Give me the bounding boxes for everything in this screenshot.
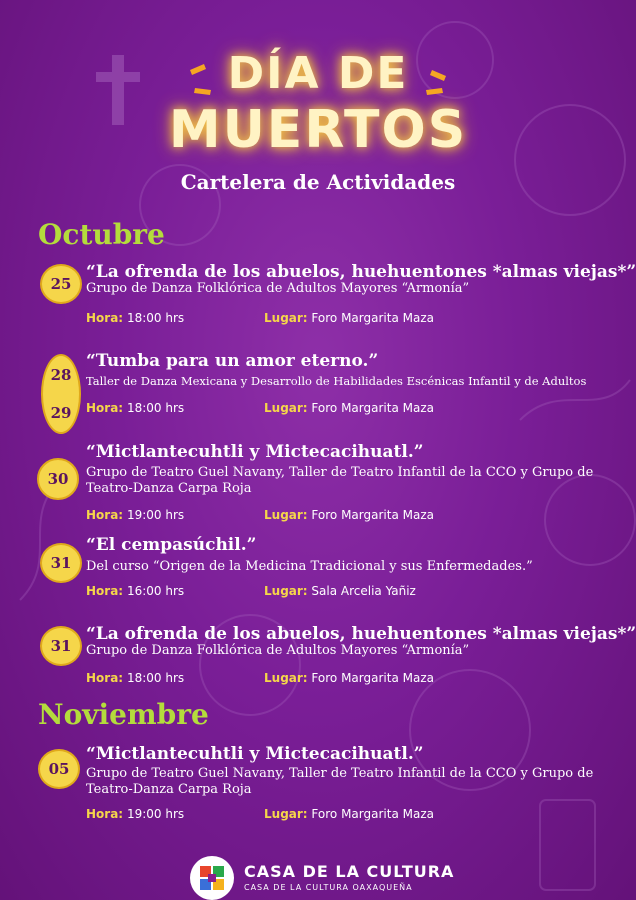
date-end: 29 (50, 404, 72, 422)
location-label: Lugar: (264, 311, 308, 325)
title-line-2: MUERTOS (168, 100, 468, 160)
time-value: 16:00 hrs (126, 584, 185, 598)
event-time (86, 584, 184, 598)
date-badge: 30 (37, 458, 79, 500)
event-location (264, 508, 434, 522)
time-value: 18:00 hrs (126, 671, 185, 685)
event-time (86, 807, 184, 821)
footer-brand (244, 862, 454, 892)
location-value: Foro Margarita Maza (311, 671, 434, 685)
event-title: “El cempasúchil.” (86, 535, 257, 555)
date-badge: 25 (40, 264, 82, 304)
event-description: Grupo de Teatro Guel Navany, Taller de Teatro Infantil de la CCO y Grupo de Teatro-Danza Carpa Roja (86, 766, 594, 797)
candle-outline-icon (540, 800, 595, 890)
location-value: Foro Margarita Maza (311, 807, 434, 821)
event-title: “Mictlantecuhtli y Mictecacihuatl.” (86, 744, 424, 764)
location-value: Foro Margarita Maza (311, 311, 434, 325)
event-time (86, 508, 184, 522)
location-value: Sala Arcelia Yañiz (311, 584, 416, 598)
event-description: Grupo de Danza Folklórica de Adultos Mayores “Armonía” (86, 281, 470, 296)
event-time (86, 401, 184, 415)
event-description: Grupo de Danza Folklórica de Adultos Mayores “Armonía” (86, 643, 470, 658)
event-title: “La ofrenda de los abuelos, huehuentones *almas viejas*” (86, 624, 636, 644)
casa-de-la-cultura-logo-icon (190, 856, 234, 900)
footer-subtitle: CASA DE LA CULTURA OAXAQUEÑA (244, 883, 413, 892)
location-label: Lugar: (264, 584, 308, 598)
date-badge: 31 (40, 543, 82, 583)
month-heading-october: Octubre (38, 218, 165, 251)
event-description: Del curso “Origen de la Medicina Tradicional y sus Enfermedades.” (86, 559, 533, 574)
location-label: Lugar: (264, 807, 308, 821)
event-title: “Tumba para un amor eterno.” (86, 351, 379, 371)
event-description: Taller de Danza Mexicana y Desarrollo de Habilidades Escénicas Infantil y de Adultos (86, 374, 587, 388)
time-label: Hora: (86, 508, 124, 522)
month-heading-november: Noviembre (38, 698, 209, 731)
date-badge-range (41, 354, 81, 434)
time-label: Hora: (86, 311, 124, 325)
event-title: “La ofrenda de los abuelos, huehuentones *almas viejas*” (86, 262, 636, 282)
event-location (264, 401, 434, 415)
time-label: Hora: (86, 807, 124, 821)
footer-name: CASA DE LA CULTURA (244, 862, 455, 881)
location-label: Lugar: (264, 671, 308, 685)
event-location (264, 311, 434, 325)
time-value: 18:00 hrs (126, 311, 185, 325)
time-label: Hora: (86, 401, 124, 415)
subtitle: Cartelera de Actividades (180, 170, 456, 194)
event-description: Grupo de Teatro Guel Navany, Taller de Teatro Infantil de la CCO y Grupo de Teatro-Danza Carpa Roja (86, 465, 594, 496)
location-value: Foro Margarita Maza (311, 401, 434, 415)
time-label: Hora: (86, 584, 124, 598)
date-badge: 31 (40, 626, 82, 666)
time-value: 18:00 hrs (126, 401, 185, 415)
time-value: 19:00 hrs (126, 807, 185, 821)
event-time (86, 671, 184, 685)
event-location (264, 671, 434, 685)
event-time (86, 311, 184, 325)
time-label: Hora: (86, 671, 124, 685)
event-title: “Mictlantecuhtli y Mictecacihuatl.” (86, 442, 424, 462)
date-start: 28 (50, 366, 72, 384)
location-label: Lugar: (264, 508, 308, 522)
event-location (264, 807, 434, 821)
time-value: 19:00 hrs (126, 508, 185, 522)
title-line-1: DÍA DE (227, 48, 409, 99)
location-value: Foro Margarita Maza (311, 508, 434, 522)
logo-mark-icon (190, 856, 234, 900)
event-location (264, 584, 416, 598)
location-label: Lugar: (264, 401, 308, 415)
date-badge: 05 (38, 749, 80, 789)
